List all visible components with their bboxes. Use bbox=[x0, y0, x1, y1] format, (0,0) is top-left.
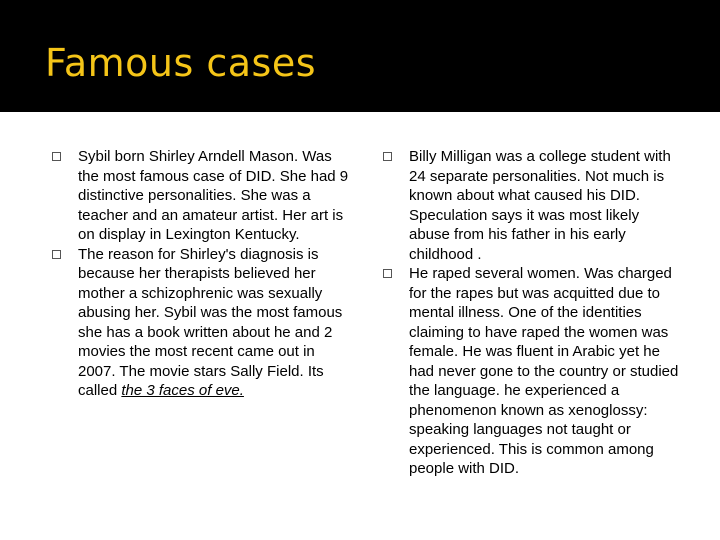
bullet-text: Billy Milligan was a college student with 24 separate personalities. Not much is known about what caused his DID. Speculation says it was most likely abuse from his father in his early childhood . bbox=[409, 148, 671, 263]
square-bullet-icon bbox=[383, 269, 392, 278]
left-column bbox=[52, 147, 352, 401]
square-bullet-icon bbox=[52, 250, 61, 259]
bullet-xenoglossy bbox=[383, 264, 683, 479]
right-column bbox=[383, 147, 683, 479]
square-bullet-icon bbox=[52, 152, 61, 161]
bullet-sybil bbox=[52, 147, 352, 245]
bullet-text: He raped several women. Was charged for the rapes but was acquitted due to mental illness. One of the identities claiming to have raped the women was female. He was fluent in Arabic yet he had never gone to the country or studied the language. he experienced a phenomenon known as xenoglossy: speaking languages not taught or experienced. This is common among people with DID. bbox=[409, 265, 679, 477]
slide-title: Famous cases bbox=[45, 41, 317, 85]
square-bullet-icon bbox=[383, 152, 392, 161]
bullet-milligan bbox=[383, 147, 683, 264]
movie-link[interactable]: the 3 faces of eve. bbox=[121, 382, 244, 399]
bullet-diagnosis bbox=[52, 245, 352, 401]
bullet-text: The reason for Shirley's diagnosis is because her therapists believed her mother a schizophrenic was sexually abusing her. Sybil was the most famous she has a book written about he and 2 movies the most recent came out in 2007. The movie stars Sally Field. Its called bbox=[78, 245, 343, 399]
bullet-text: Sybil born Shirley Arndell Mason. Was the most famous case of DID. She had 9 distinctive personalities. She was a teacher and an amateur artist. Her art is on display in Lexington Kentucky. bbox=[78, 148, 349, 243]
title-bar bbox=[0, 0, 720, 112]
